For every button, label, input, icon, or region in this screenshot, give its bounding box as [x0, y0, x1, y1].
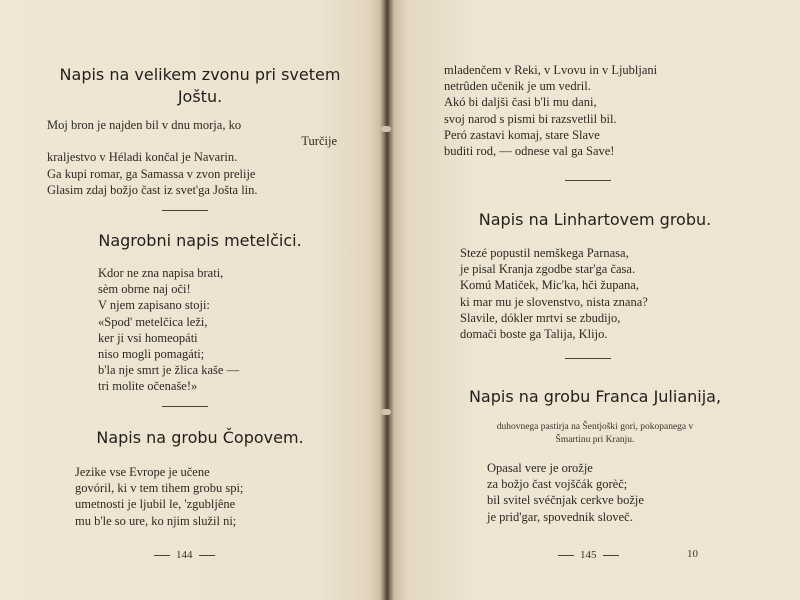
verse-line: za božjo čast vojščák gorèč;: [487, 477, 628, 492]
folio-dash: [558, 555, 574, 556]
poem-verse: [444, 62, 774, 159]
section-divider: [162, 210, 208, 211]
right-page: [395, 0, 800, 600]
verse-line: govóril, ki v tem tihem grobu spi;: [75, 481, 244, 496]
verse-line: Stezé popustil nemškega Parnasa,: [460, 246, 629, 260]
verse-line: b'la nje smrt je žlica kaše —: [98, 363, 240, 378]
subtitle-line: Šmartinu pri Kranju.: [555, 435, 635, 445]
verse-line: Turčije: [301, 134, 337, 149]
verse-line: Ga kupi romar, ga Samassa v zvon prelije: [47, 166, 256, 181]
verse-line: mladenčem v Reki, v Lvovu in v Ljubljani: [444, 63, 658, 77]
verse-line: tri molite očenaše!»: [98, 379, 198, 394]
poem-verse: [487, 460, 767, 525]
verse-line: Jezike vse Evrope je učene: [75, 465, 210, 479]
page-number: [552, 549, 625, 561]
poem-title: Napis na grobu Franca Julianija,: [468, 387, 722, 406]
poem-title: [40, 64, 360, 108]
verse-line: kraljestvo v Héladi končal je Navarin.: [47, 150, 238, 165]
verse-line: Slavile, dókler mrtvi se zbudijo,: [460, 310, 621, 325]
folio-dash: [154, 555, 170, 556]
verse-line: Peró zastavi komaj, stare Slave: [444, 127, 600, 142]
subtitle-line: duhovnega pastirja na Šentjoški gori, pokopanega v: [496, 422, 694, 432]
verse-line: ki mar mu je slovenstvo, nista znana?: [460, 294, 648, 309]
section-divider: [565, 358, 611, 359]
verse-line: je pisal Kranja zgodbe star'ga časa.: [460, 262, 636, 277]
verse-line: ker ji vsi homeopáti: [98, 330, 198, 345]
left-page: [0, 0, 380, 600]
poem-verse: [460, 245, 780, 342]
verse-line: Komú Matiček, Mic'ka, hči župana,: [460, 278, 639, 293]
section-divider: [565, 180, 611, 181]
poem-title: Napis na Linhartovem grobu.: [478, 210, 712, 229]
binding-thread: [381, 409, 391, 415]
folio-dash: [199, 555, 215, 556]
verse-line: Opasal vere je orožje: [487, 461, 593, 475]
verse-line: Kdor ne zna napisa brati,: [98, 266, 224, 280]
verse-line: svoj narod s pismi bi razsvetlil bil.: [444, 111, 617, 126]
verse-line: mu b'le so ure, ko njim služil ni;: [75, 513, 237, 528]
verse-line: V njem zapisano stoji:: [98, 298, 210, 313]
verse-line: Moj bron je najden bil v dnu morja, ko: [47, 118, 242, 132]
poem-title-line: Napis na velikem zvonu pri svetem: [59, 65, 341, 84]
binding-thread: [381, 126, 391, 132]
poem-title: Napis na grobu Čopovem.: [96, 428, 304, 447]
page-number: [148, 549, 221, 561]
page-number-text: 144: [176, 549, 193, 561]
poem-verse: [47, 117, 347, 198]
verse-line: buditi rod, — odnese val ga Save!: [444, 144, 615, 159]
verse-line: sèm obrne naj oči!: [98, 282, 191, 297]
folio-dash: [603, 555, 619, 556]
signature-mark: 10: [687, 548, 698, 560]
page-number-text: 145: [580, 549, 597, 561]
verse-line: niso mogli pomagáti;: [98, 347, 205, 362]
verse-line: bil svitel svéčnjak cerkve božje: [487, 493, 644, 508]
poem-subtitle: [420, 421, 770, 447]
poem-verse: [98, 265, 348, 395]
verse-line: netrûden učenik je um vedril.: [444, 79, 591, 94]
verse-line: umetnosti je ljubil le, 'zgubljêne: [75, 497, 236, 512]
poem-title: Nagrobni napis metelčici.: [98, 231, 302, 250]
verse-line: domači boste ga Talija, Klijo.: [460, 327, 608, 342]
poem-title-line: Joštu.: [177, 87, 223, 106]
verse-line: Akó bi daljši časi b'li mu dani,: [444, 95, 597, 110]
poem-verse: [75, 464, 355, 529]
verse-line: je prid'gar, spovednik sloveč.: [487, 509, 633, 524]
section-divider: [162, 406, 208, 407]
verse-line: Glasim zdaj božjo čast iz svet'ga Jošta lin.: [47, 182, 258, 197]
verse-line: «Spod' metelčica leži,: [98, 314, 208, 329]
